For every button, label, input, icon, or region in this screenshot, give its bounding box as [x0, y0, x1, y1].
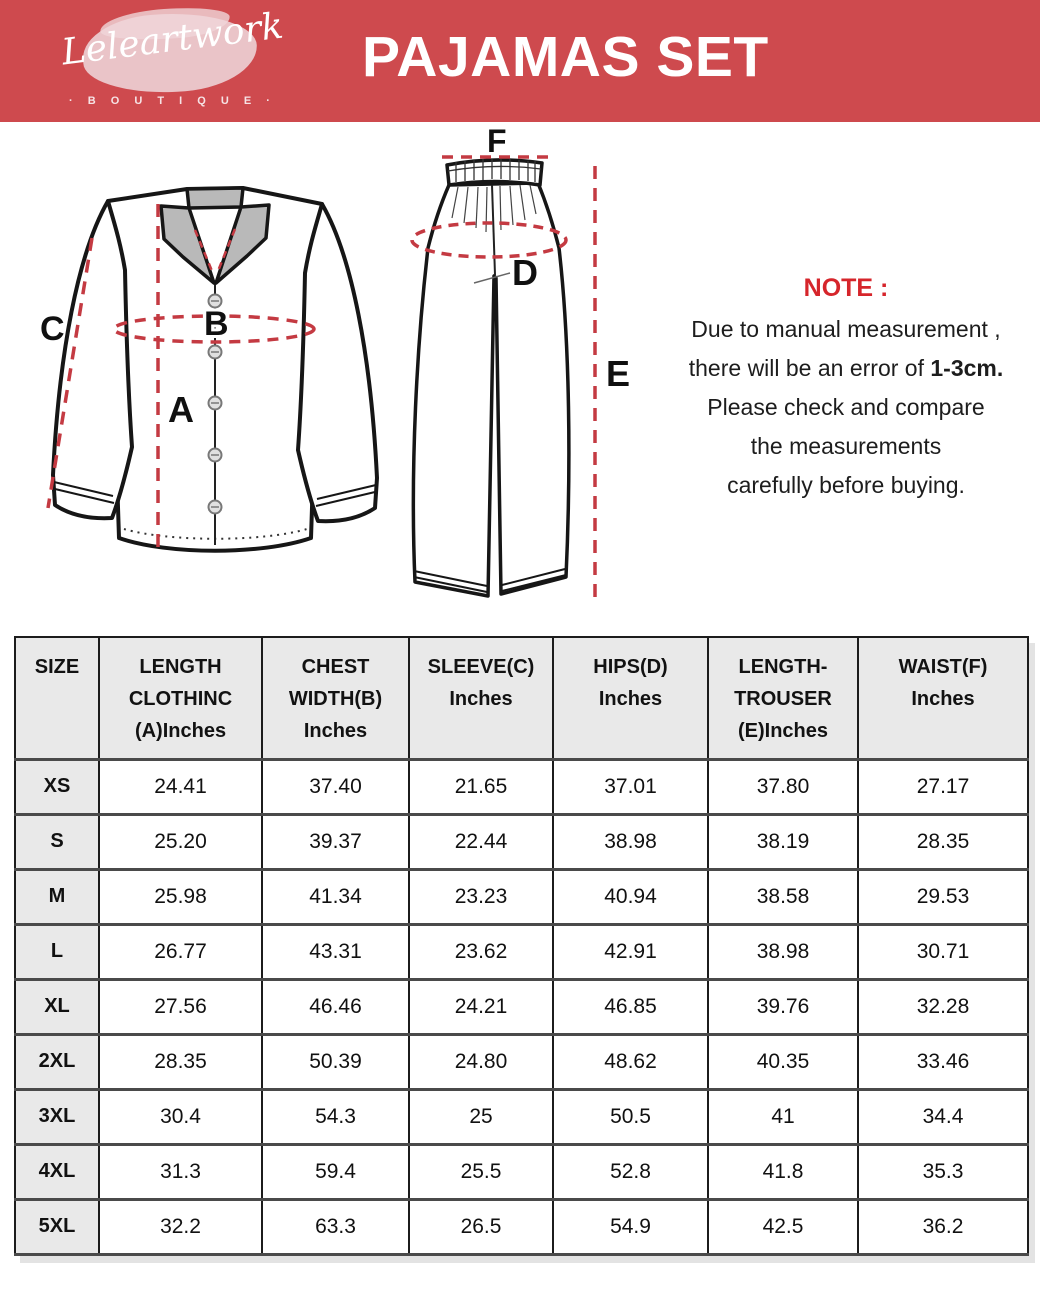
column-header: HIPS(D) Inches	[553, 637, 708, 759]
table-row	[15, 1034, 1028, 1089]
size-cell: 3XL	[15, 1089, 99, 1144]
column-header: SLEEVE(C) Inches	[409, 637, 553, 759]
value-cell: 24.21	[409, 979, 553, 1034]
value-cell: 28.35	[858, 814, 1028, 869]
value-cell: 37.01	[553, 759, 708, 814]
column-header: LENGTH- TROUSER (E)Inches	[708, 637, 858, 759]
table-row	[15, 1199, 1028, 1254]
value-cell: 50.5	[553, 1089, 708, 1144]
value-cell: 40.94	[553, 869, 708, 924]
size-cell: 2XL	[15, 1034, 99, 1089]
value-cell: 28.35	[99, 1034, 262, 1089]
value-cell: 59.4	[262, 1144, 409, 1199]
size-cell: M	[15, 869, 99, 924]
measurement-label-f: F	[487, 128, 507, 159]
value-cell: 39.76	[708, 979, 858, 1034]
value-cell: 38.58	[708, 869, 858, 924]
column-header: SIZE	[15, 637, 99, 759]
value-cell: 38.98	[553, 814, 708, 869]
value-cell: 39.37	[262, 814, 409, 869]
size-cell: S	[15, 814, 99, 869]
value-cell: 35.3	[858, 1144, 1028, 1199]
size-table	[14, 636, 1029, 1256]
value-cell: 25.20	[99, 814, 262, 869]
value-cell: 43.31	[262, 924, 409, 979]
value-cell: 21.65	[409, 759, 553, 814]
pajama-top-diagram	[28, 138, 393, 593]
value-cell: 34.4	[858, 1089, 1028, 1144]
value-cell: 25	[409, 1089, 553, 1144]
size-cell: 5XL	[15, 1199, 99, 1254]
measurement-label-a: A	[168, 389, 194, 430]
measurement-label-d: D	[512, 252, 538, 293]
value-cell: 25.5	[409, 1144, 553, 1199]
size-cell: XL	[15, 979, 99, 1034]
size-table-wrap	[14, 636, 1029, 1256]
value-cell: 54.3	[262, 1089, 409, 1144]
column-header: WAIST(F) Inches	[858, 637, 1028, 759]
measurement-label-e: E	[606, 353, 631, 394]
table-row	[15, 814, 1028, 869]
value-cell: 29.53	[858, 869, 1028, 924]
table-row	[15, 979, 1028, 1034]
brand-logo	[55, 3, 290, 121]
value-cell: 22.44	[409, 814, 553, 869]
value-cell: 30.71	[858, 924, 1028, 979]
table-row	[15, 759, 1028, 814]
page-title: PAJAMAS SET	[362, 25, 769, 89]
note-text	[658, 310, 1034, 505]
note-line: Please check and compare	[707, 394, 985, 420]
value-cell: 38.19	[708, 814, 858, 869]
brand-subtitle: · B O U T I Q U E ·	[69, 95, 276, 107]
pajama-pants-diagram	[388, 128, 650, 630]
value-cell: 33.46	[858, 1034, 1028, 1089]
value-cell: 24.80	[409, 1034, 553, 1089]
value-cell: 48.62	[553, 1034, 708, 1089]
value-cell: 32.28	[858, 979, 1028, 1034]
value-cell: 26.5	[409, 1199, 553, 1254]
value-cell: 37.80	[708, 759, 858, 814]
measurement-label-b: B	[204, 305, 229, 343]
value-cell: 54.9	[553, 1199, 708, 1254]
value-cell: 31.3	[99, 1144, 262, 1199]
value-cell: 46.46	[262, 979, 409, 1034]
value-cell: 52.8	[553, 1144, 708, 1199]
header-banner	[0, 0, 1040, 122]
value-cell: 30.4	[99, 1089, 262, 1144]
column-header: CHEST WIDTH(B) Inches	[262, 637, 409, 759]
value-cell: 40.35	[708, 1034, 858, 1089]
size-cell: 4XL	[15, 1144, 99, 1199]
value-cell: 63.3	[262, 1199, 409, 1254]
size-cell: XS	[15, 759, 99, 814]
value-cell: 32.2	[99, 1199, 262, 1254]
note-line: the measurements	[750, 433, 942, 459]
value-cell: 24.41	[99, 759, 262, 814]
table-row	[15, 1144, 1028, 1199]
note-line: Due to manual measurement ,	[691, 316, 1001, 342]
value-cell: 38.98	[708, 924, 858, 979]
column-header: LENGTH CLOTHINC (A)Inches	[99, 637, 262, 759]
value-cell: 25.98	[99, 869, 262, 924]
size-table-body	[15, 759, 1028, 1254]
value-cell: 23.23	[409, 869, 553, 924]
table-row	[15, 869, 1028, 924]
value-cell: 27.56	[99, 979, 262, 1034]
note-title: NOTE :	[803, 274, 889, 302]
note-line: there will be an error of 1-3cm.	[688, 355, 1004, 381]
value-cell: 26.77	[99, 924, 262, 979]
size-cell: L	[15, 924, 99, 979]
value-cell: 37.40	[262, 759, 409, 814]
measurement-label-c: C	[40, 310, 65, 348]
table-row	[15, 924, 1028, 979]
header-row	[15, 637, 1028, 759]
value-cell: 50.39	[262, 1034, 409, 1089]
value-cell: 41	[708, 1089, 858, 1144]
value-cell: 46.85	[553, 979, 708, 1034]
brand-name-script: Leleartwork	[59, 5, 286, 74]
value-cell: 41.34	[262, 869, 409, 924]
value-cell: 23.62	[409, 924, 553, 979]
value-cell: 42.5	[708, 1199, 858, 1254]
note-line: carefully before buying.	[727, 472, 965, 498]
table-row	[15, 1089, 1028, 1144]
size-table-head	[15, 637, 1028, 759]
value-cell: 42.91	[553, 924, 708, 979]
value-cell: 36.2	[858, 1199, 1028, 1254]
measurement-note	[658, 274, 1034, 505]
value-cell: 27.17	[858, 759, 1028, 814]
value-cell: 41.8	[708, 1144, 858, 1199]
